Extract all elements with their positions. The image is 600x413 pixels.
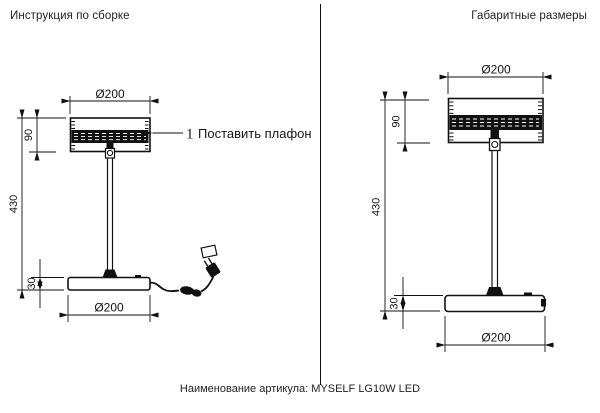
annotation-install-shade	[153, 126, 312, 143]
lamp-base	[445, 293, 546, 312]
dim-base-diameter-right	[445, 316, 545, 352]
shade-connector	[106, 143, 115, 158]
article-caption	[0, 383, 600, 395]
plug-prong	[204, 261, 207, 267]
stem-base-joint	[103, 270, 118, 278]
dim-base-height-left	[26, 259, 64, 308]
annotation-number: 1	[186, 126, 194, 143]
dim-shade-height-left	[17, 118, 66, 152]
lamp-stem	[103, 158, 118, 278]
base-outline	[68, 278, 150, 291]
base-outline	[445, 296, 545, 312]
left-pane-title: Инструкция по сборке	[10, 10, 130, 22]
cord-segment-1	[150, 283, 179, 292]
article-caption-value: MYSELF LG10W LED	[311, 383, 421, 395]
base-button	[524, 293, 532, 297]
wall-outlet	[201, 245, 217, 258]
base-button	[135, 275, 141, 278]
dim-label: 30	[26, 277, 38, 290]
dim-base-diameter-left	[68, 295, 150, 322]
stem-base-joint	[486, 287, 504, 296]
annotation-label: Поставить плафон	[198, 126, 312, 141]
dim-label: 90	[23, 128, 35, 142]
dim-shade-diameter-left	[70, 87, 150, 114]
dim-label: 430	[8, 194, 20, 214]
dim-label: 430	[370, 197, 383, 217]
assembly-view	[8, 87, 312, 322]
dim-label: 30	[388, 297, 401, 310]
dim-label: 90	[390, 115, 403, 128]
lamp-stem	[486, 151, 504, 296]
cord-segment-2	[201, 277, 214, 292]
dim-label: Ø200	[481, 330, 511, 345]
shade-connector	[490, 130, 501, 151]
connector-ring	[107, 150, 112, 155]
dim-label: Ø200	[94, 300, 124, 315]
dim-label: Ø200	[95, 87, 125, 101]
connector-tab	[491, 130, 500, 139]
lamp-base	[68, 275, 150, 290]
cord-exit	[541, 299, 546, 307]
dim-shade-height-right	[380, 100, 430, 143]
connector-ring	[492, 142, 498, 148]
dim-total-height-left	[8, 119, 64, 291]
article-caption-label: Наименование артикула:	[179, 383, 309, 395]
plug-prong	[208, 258, 211, 264]
right-pane-title: Габаритные размеры	[471, 10, 587, 22]
dimension-view	[371, 63, 547, 353]
dim-base-height-right	[389, 277, 444, 329]
connector-tab	[107, 143, 114, 149]
dim-shade-diameter-right	[448, 63, 543, 95]
power-plug	[202, 256, 221, 278]
power-cord	[150, 245, 221, 297]
dim-label: Ø200	[481, 62, 511, 77]
